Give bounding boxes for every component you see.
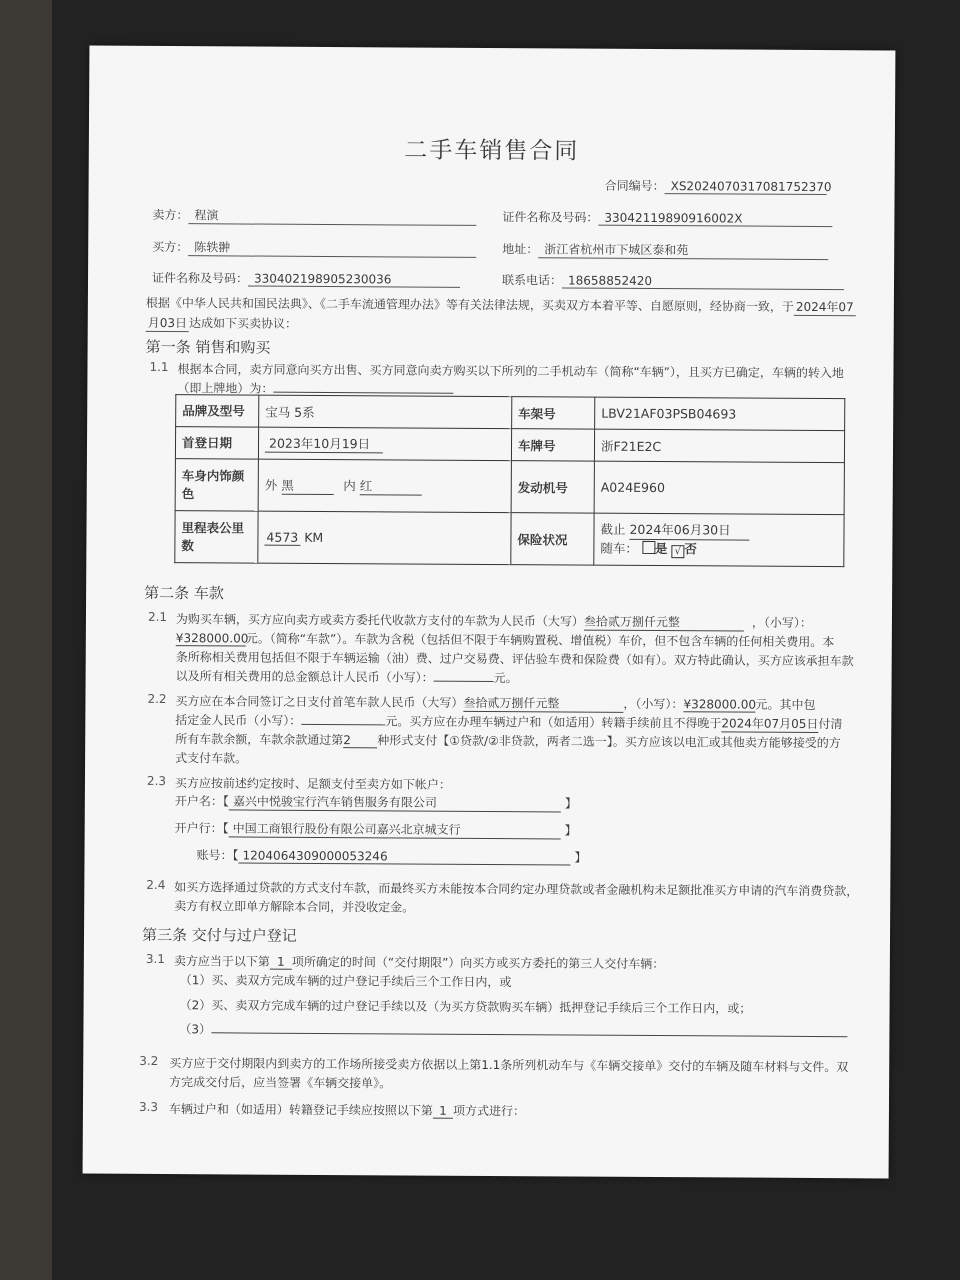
price-lower: ¥328000.00: [175, 631, 249, 646]
buyer-id-row: [152, 269, 460, 288]
mileage-unit: KM: [304, 529, 324, 545]
clause-2-1-text-e: 元。: [493, 671, 518, 686]
bank-row: [175, 819, 577, 839]
clause-2-2-line-3: [175, 730, 841, 751]
checkbox-yes[interactable]: [642, 541, 655, 554]
engine-value: A024E960: [594, 461, 844, 515]
final-payment-date: 2024年07月05日: [721, 716, 819, 732]
mileage-value: 4573: [264, 529, 300, 545]
delivery-option-3: [179, 1020, 847, 1041]
article-1-heading: 第一条 销售和购买: [145, 337, 271, 357]
seller-row: [152, 206, 476, 226]
buyer-row: [152, 238, 476, 258]
clause-2-2-text-g: 所有车款余额，车款余款通过第: [175, 732, 344, 748]
clause-3-1-text-a: 卖方应当于以下第: [173, 954, 270, 969]
plate-value: 浙F21E2C: [594, 429, 844, 463]
clause-2-4-line-1: 如买方选择通过贷款的方式支付车款，而最终买方未能按本合同约定办理贷款或者金融机构未足额批准买方申请的汽车消费贷款，: [174, 880, 859, 899]
preamble-line-1: [146, 294, 856, 316]
price-upper: 叁拾贰万捌仟元整: [584, 613, 744, 632]
clause-2-2-text-a: 买方应在本合同签订之日支付首笔车款人民币（大写）: [175, 694, 464, 710]
background-left: [0, 0, 52, 1280]
clause-2-2-text-c: 元。其中包: [755, 697, 816, 712]
preamble-date-a: 2024年07: [794, 298, 856, 316]
delivery-option-3-blank: [211, 1020, 847, 1037]
clause-2-1-text-c: 元。（简称“车款”）。车款为含税（包括但不限于车辆购置税、增值税）车价，但不包含车辆的任何相关费用。本: [245, 631, 835, 650]
table-row: [176, 395, 845, 431]
mileage-label: 里程表公里数: [175, 511, 258, 564]
clause-2-3-number: 2.3: [146, 773, 167, 789]
table-row: [175, 427, 844, 463]
seller-id-row: [502, 208, 832, 227]
bracket-left: 【: [222, 821, 229, 836]
table-row: [175, 459, 844, 515]
clause-2-1-number: 2.1: [147, 609, 168, 625]
vin-label: 车架号: [512, 397, 595, 430]
clause-2-2-text-e: 元。买方应在办理车辆过户和（如适用）转籍手续前且不得晚于: [385, 714, 722, 731]
address-row: [502, 240, 828, 260]
checkbox-no[interactable]: √: [671, 545, 684, 558]
brand-label: 品牌及型号: [176, 395, 259, 428]
bank-value: 中国工商银行股份有限公司嘉兴北京城支行: [229, 819, 561, 839]
clause-3-2-number: 3.2: [139, 1053, 159, 1068]
insurance-until-value: 2024年06月30日: [629, 521, 749, 541]
total-blank: [434, 669, 494, 682]
bracket-left: 【: [232, 848, 239, 863]
preamble-line-2: [146, 314, 297, 333]
account-name-value: 嘉兴中悦骏宝行汽车销售服务有限公司: [229, 792, 561, 812]
clause-2-1-line-3: 条所称相关费用包括但不限于车辆运输（油）费、过户交易费、评估验车费和保险费（如有）。双方特此确认，买方应该承担车款: [175, 650, 854, 669]
clause-3-1-number: 3.1: [145, 951, 166, 967]
interior-value: 红: [360, 476, 422, 495]
no-label: 否: [684, 541, 697, 557]
delivery-option-3-label: （3）: [179, 1022, 212, 1037]
bracket-right: 】: [564, 796, 577, 811]
clause-2-1-text-d: 以及所有相关费用的总金额总计人民币（小写）：: [175, 669, 434, 685]
address-value: 浙江省杭州市下城区泰和苑: [538, 240, 828, 260]
clause-2-3-line-1: 买方应按前述约定按时、足额支付至卖方如下帐户：: [174, 776, 452, 792]
vin-value: LBV21AF03PSB04693: [595, 397, 845, 431]
phone-value: 18658852420: [562, 273, 844, 290]
clause-3-2-line-2: 方完成交付后，应当签署《车辆交接单》。: [169, 1075, 392, 1091]
bracket-right: 】: [564, 823, 577, 838]
delivery-option-2: （2）买、卖双方完成车辆的过户登记手续以及（为买方贷款购买车辆）抵押登记手续后三个工作日内，或；: [179, 998, 752, 1016]
transfer-option: 1: [433, 1104, 453, 1119]
bracket-left: 【: [222, 794, 229, 809]
engine-label: 发动机号: [511, 461, 594, 514]
account-name-label: 开户名：: [174, 794, 223, 809]
payment-method: 2: [343, 733, 377, 748]
clause-2-1-text-b: ，（小写）：: [751, 615, 813, 630]
account-number-label: 账号：: [196, 848, 233, 863]
clause-3-2-line-1: 买方应于交付期限内到卖方的工作场所接受卖方依据以上第1.1条所列机动车与《车辆交接单》交付的车辆及随车材料与文件。双: [169, 1056, 849, 1075]
reg-date-value: 2023年10月19日: [265, 434, 383, 454]
clause-2-2-number: 2.2: [147, 691, 167, 707]
reg-date-label: 首登日期: [175, 427, 258, 460]
vehicle-table: [174, 394, 845, 567]
seller-id-value: 33042119890916002X: [598, 211, 832, 227]
phone-row: [502, 271, 844, 290]
clause-3-3-line-1: [169, 1100, 525, 1119]
clause-3-3-text-a: 车辆过户和（如适用）转籍登记手续应按照以下第: [168, 1102, 434, 1118]
clause-2-1-line-4: [176, 667, 518, 686]
buyer-id-label: 证件名称及号码：: [151, 270, 249, 286]
clause-3-3-text-b: 项方式进行：: [452, 1103, 526, 1119]
plate-label: 车牌号: [511, 429, 594, 462]
insurance-label: 保险状况: [511, 513, 594, 566]
insurance-until-label: 截止: [600, 521, 626, 537]
clause-2-4-number: 2.4: [146, 877, 166, 893]
clause-3-3-number: 3.3: [138, 1099, 159, 1114]
preamble-text-2: 达成如下买卖协议：: [188, 316, 298, 331]
contract-number-label: 合同编号：: [604, 178, 665, 194]
buyer-id-value: 330402198905230036: [248, 272, 460, 288]
exterior-label: 外: [264, 477, 278, 493]
yes-label: 是: [654, 541, 668, 557]
first-payment-lower: ¥328000.00: [683, 697, 757, 712]
clause-2-4-line-2: 卖方有权立即单方解除本合同，并没收定金。: [174, 899, 415, 915]
bank-label: 开户行：: [174, 821, 223, 836]
contract-page: [83, 46, 896, 1179]
clause-1-1-line-1: 根据本合同，卖方同意向买方出售、买方同意向卖方购买以下所列的二手机动车（简称“车辆”），且买方已确定，车辆的转入地: [177, 362, 844, 381]
account-number-value: 1204064309000053246: [238, 848, 570, 865]
insurance-cell: [594, 513, 844, 567]
deposit-blank: [301, 712, 385, 726]
color-cell: [258, 459, 511, 513]
delivery-option-1: （1）买、卖双方完成车辆的过户登记手续后三个工作日内，或: [179, 973, 512, 990]
seller-value: 程演: [188, 206, 476, 226]
clause-2-2-text-f: 付清: [818, 717, 843, 732]
buyer-value: 陈轶翀: [188, 238, 476, 258]
clause-2-2-text-d: 括定金人民币（小写）：: [175, 713, 302, 728]
seller-id-label: 证件名称及号码：: [502, 210, 599, 225]
interior-label: 内: [343, 478, 356, 494]
clause-2-1-line-2: [176, 629, 835, 650]
destination-blank: [273, 380, 453, 394]
insurance-with-row: [600, 540, 837, 559]
preamble-text: 根据《中华人民共和国民法典》、《二手车流通管理办法》等有关法律法规，买卖双方本着平等、自愿原则，经协商一致，于: [145, 295, 794, 314]
phone-label: 联系电话：: [501, 273, 563, 288]
clause-2-2-text-h: 种形式支付【①贷款/②非贷款，两者二选一】。买方应该以电汇或其他卖方能够接受的方: [377, 733, 841, 751]
contract-number-value: XS2024070317081752370: [665, 179, 827, 195]
buyer-label: 买方：: [152, 239, 189, 255]
with-car-label: 随车：: [600, 540, 638, 556]
bracket-right: 】: [574, 850, 587, 865]
clause-2-1-text-a: 为购买车辆，买方应向卖方或卖方委托代收款方支付的车款为人民币（大写）: [175, 612, 585, 629]
first-payment-upper: 叁拾贰万捌仟元整: [463, 694, 623, 713]
contract-number-row: [604, 177, 832, 195]
clause-3-1-text-b: 项所确定的时间（“交付期限”）向买方或买方委托的第三人交付车辆：: [291, 954, 665, 972]
table-row: [175, 511, 844, 567]
account-number-row: [196, 846, 586, 865]
clause-3-1-line-1: [174, 952, 665, 972]
clause-2-2-line-4: 式支付车款。: [175, 751, 248, 766]
exterior-value: 黑: [281, 476, 333, 495]
clause-1-1-number: 1.1: [149, 359, 169, 375]
clause-1-1-text: （即上牌地）为：: [177, 381, 274, 396]
clause-2-2-text-b: ，（小写）：: [623, 696, 684, 712]
reg-date-cell: [258, 427, 511, 461]
address-label: 地址：: [502, 242, 539, 257]
insurance-until-row: [600, 521, 837, 541]
brand-value: 宝马 5系: [259, 395, 512, 429]
delivery-option: 1: [270, 955, 292, 970]
contract-title: 二手车销售合同: [404, 137, 580, 165]
seller-label: 卖方：: [152, 207, 189, 223]
article-3-heading: 第三条 交付与过户登记: [141, 925, 297, 945]
mileage-cell: [258, 511, 511, 565]
color-label: 车身内饰颜色: [175, 459, 258, 512]
article-2-heading: 第二条 车款: [144, 583, 224, 603]
account-name-row: [175, 792, 577, 812]
preamble-date-b: 月03日: [146, 314, 189, 332]
